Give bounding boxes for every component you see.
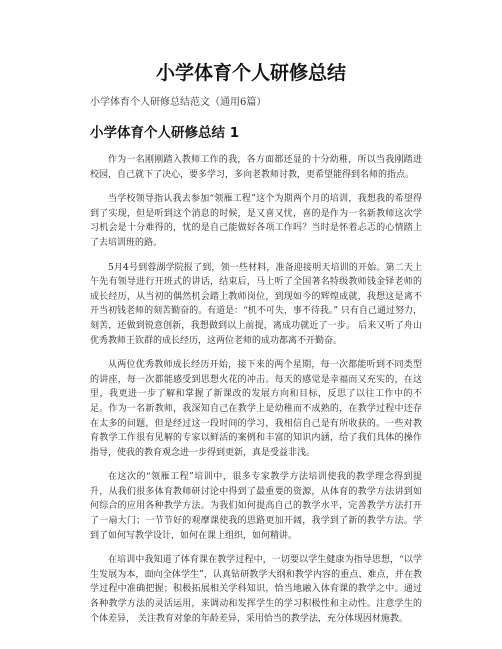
- document-subtitle: 小学体育个人研修总结范文（通用6篇）: [90, 97, 267, 108]
- body-paragraph: 在这次的“领雁工程”培训中，很多专家教学方法培训使我的教学理念得到提升，从我们很多体育教师研讨论中得到了最重要的资源，从体育的教学方法讲到如何综合的应用各种教学方法。为我们如何提高自己的教学水平，完善教学方法打开了一扇大门；一节节好的观摩课使我的思路更加开阔，我学到了新的教学方法。学到了如何写教学设计，如何在课上组织，如何精讲。: [90, 472, 422, 541]
- document-title: 小学体育个人研修总结: [155, 62, 346, 84]
- body-paragraph: 在培训中我知道了体育课在教学过程中，一切要以学生健康为指导思想，“以学生发展为本，面向全体学生”，认真钻研教学大纲和教学内容的重点、难点，并在教学过程中准确把握；积极拓展相关学科知识，恰当地融入体育课的教学之中。通过各种教学方法的灵活运用，来调动和发挥学生的学习积极性和主动性。注意学生的个体差异， 关注教育对象的年龄差异，采用恰当的教学法，充分体现因材施教。: [90, 555, 422, 624]
- body-paragraph: 5月4号到蓉湖学院报了到，领一些材料，准备迎接明天培训的开始。第二天上午先有领导进行开班式的讲话，结束后，马上听了全国著名特级教师钱金铎老师的成长经历，从当初的偶然机会踏上教师岗位，到现如今的辉煌成就，我想这是离不开当初钱老师的刻苦勤奋的。有道是：“机不可失，事不待我。” 只有自己通过努力，刻苦，还做到锐意创新，我想做到以上前提，离成功就近了一步。 后来又听了舟山优秀教师王钦群的成长经历，这两位老师的成功都离不开勤奋。: [90, 262, 422, 346]
- body-paragraph: 当学校领导指认我去参加“领雁工程”这个为期两个月的培训，我想我的希望得到了实现，但是听到这个消息的时候，是又喜又忧，喜的是作为一名新教师这次学习机会是十分难得的，忧的是自己能做好各项工作吗？当时是怀着忐忑的心情踏上了去培训班的路。: [90, 194, 422, 248]
- section-heading: 小学体育个人研修总结 1: [90, 125, 240, 141]
- body-paragraph: 从两位优秀教师成长经历开始，接下来的两个星期，每一次都能听到不同类型的讲座，每一次都能感受到思想火花的冲击。每天的感觉是幸福而又充实的，在这里，我更进一步了解和掌握了新课改的发展方向和目标，反思了以往工作中的不足。作为一名新教师，我深知自己在教学上是幼稚而不成熟的，在教学过程中还存在太多的问题，但是经过这一段时间的学习，我相信自己是有所收获的。一些对教育教学工作很有见解的专家以鲜活的案例和丰富的知识内涵，给了我们具体的操作指导，使我的教育观念进一步得到更新，真是受益非浅。: [90, 360, 422, 458]
- document-body: [90, 153, 422, 636]
- body-paragraph: 作为一名刚刚踏入教师工作的我，各方面都还显的十分幼稚，所以当我刚踏进校园，自己就下了决心，要多学习，多向老教师讨教，更希望能得到名师的指点。: [90, 155, 422, 180]
